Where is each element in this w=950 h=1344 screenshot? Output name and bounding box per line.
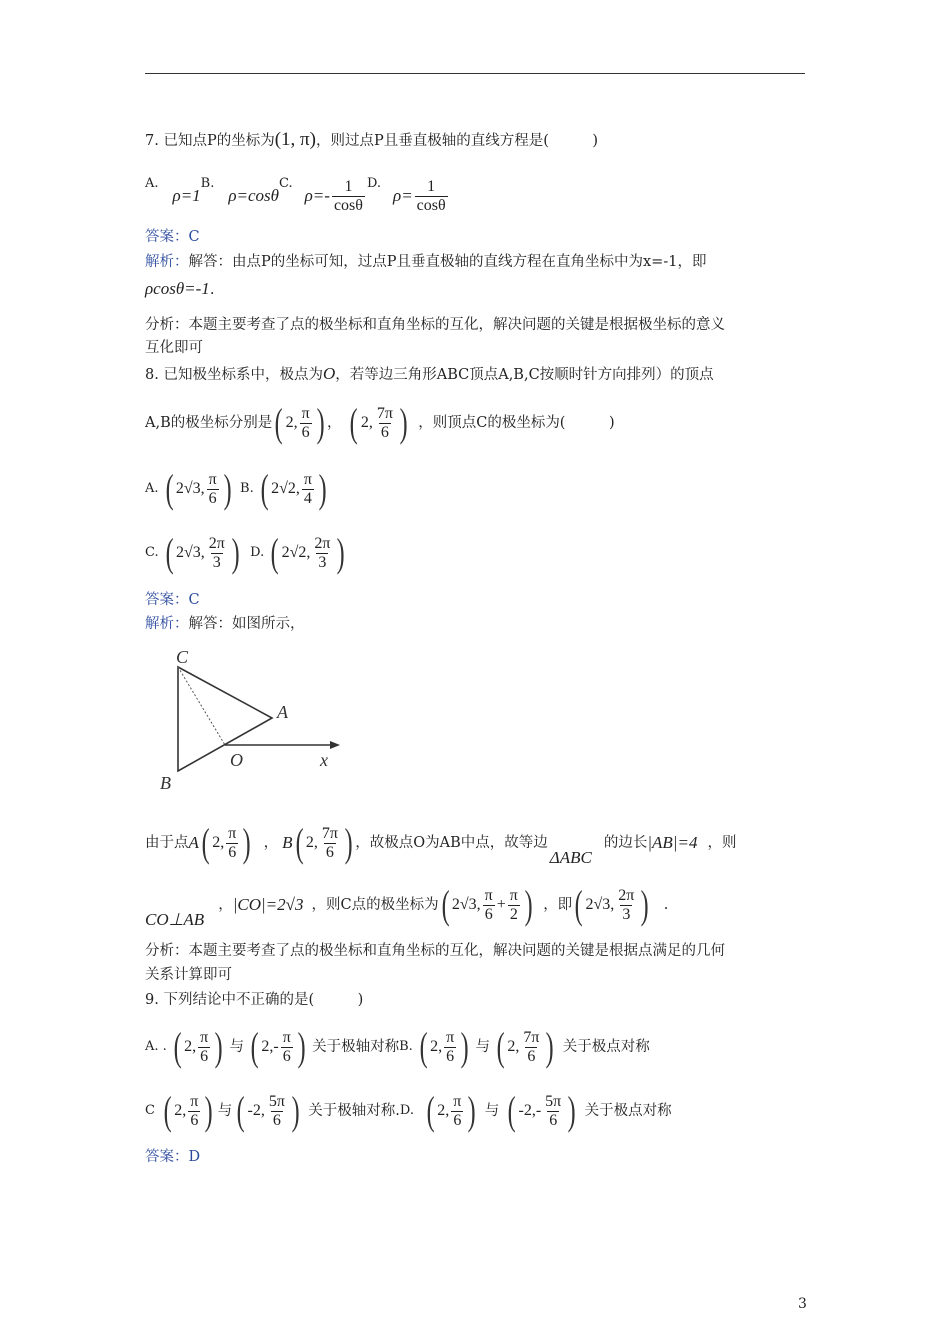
q9-stem: 9. 下列结论中不正确的是( ) (145, 992, 364, 1008)
q7-summary-2: 互化即可 (145, 340, 203, 356)
q9-options-cd: C ( 2, $\frac{\pi}{6}$ ) 与 ( -2, $\frac{5\pi}{6}$ ) 关于极轴对称. D. ( 2, $\frac{\pi}{6}$ ) 与 ( -2, - $\frac{5\pi}{6}$ ) 关于极点对称 (145, 1088, 672, 1133)
q8-options-cd: C. ( 2√3, $\frac{2\pi}{3}$ ) D. ( 2√2, $\frac{2\pi}{3}$ ) (145, 530, 346, 575)
triangle-abc (178, 667, 272, 771)
label-x: x (320, 750, 328, 770)
q7-stem: 7. 已知点P的坐标为(1, π)，则过点P且垂直极轴的直线方程是( ) (145, 129, 599, 150)
q8-given-points: A,B的极坐标分别是 ( 2, $\frac{\pi}{6}$ ) ， ( 2, $\frac{7\pi}{6}$ ) ，则顶点C的极坐标为( ) (145, 400, 615, 445)
page-number: 3 (798, 1296, 807, 1312)
q9-answer: 答案：D (145, 1149, 201, 1165)
q7-analysis: 解析：解答：由点P的坐标可知，过点P且垂直极轴的直线方程在直角坐标中为x=-1，即 (145, 254, 707, 270)
q8-solution-line2: CO⊥AB ， |CO|=2√3 ，则C点的极坐标为 ( 2√3, $\frac{\pi}{6}$ + $\frac{\pi}{2}$ ) ，即 ( 2√3, $\frac{2\pi}{3}$ ) . (145, 882, 669, 929)
q8-summary-2: 关系计算即可 (145, 967, 232, 983)
q8-options-ab: A. ( 2√3, $\frac{\pi}{6}$ ) B. ( 2√2, $\frac{\pi}{4}$ ) (145, 466, 327, 511)
q8-stem: 8. 已知极坐标系中，极点为O，若等边三角形ABC顶点A,B,C按顺时针方向排列）的顶点 (145, 364, 714, 383)
label-c: C (176, 647, 189, 667)
q8-solution-line1: 由于点 A ( 2, $\frac{\pi}{6}$ ) ， B ( 2, $\frac{7\pi}{6}$ ) ，故极点O为AB中点，故等边 ΔABC 的边长 |AB|=4 ，则 (145, 820, 737, 867)
q7-options: A. ρ=1 B. ρ=cosθ C. ρ=- $\frac{1}{\cos\theta}$ D. ρ= $\frac{1}{\cos\theta}$ (145, 176, 446, 214)
label-o: O (230, 750, 243, 770)
q8-analysis: 解析：解答：如图所示， (145, 616, 305, 632)
q8-answer: 答案：C (145, 592, 200, 608)
label-a: A (277, 702, 288, 722)
q7-summary-1: 分析：本题主要考查了点的极坐标和直角坐标的互化，解决问题的关键是根据极坐标的意义 (145, 317, 725, 333)
axis-arrow (330, 741, 340, 749)
triangle-figure (150, 645, 350, 795)
segment-co (178, 667, 225, 745)
label-b: B (160, 773, 171, 793)
q7-answer: 答案：C (145, 229, 200, 245)
header-rule (145, 73, 805, 74)
q8-summary-1: 分析：本题主要考查了点的极坐标和直角坐标的互化，解决问题的关键是根据点满足的几何 (145, 943, 725, 959)
q9-options-ab: A. . ( 2, $\frac{\pi}{6}$ ) 与 ( 2, - $\frac{\pi}{6}$ ) 关于极轴对称 B. ( 2, $\frac{\pi}{6}$ ) 与 ( 2, $\frac{7\pi}{6}$ ) 关于极点对称 (145, 1024, 650, 1069)
q7-analysis-eq: ρcosθ=-1. (145, 279, 215, 298)
